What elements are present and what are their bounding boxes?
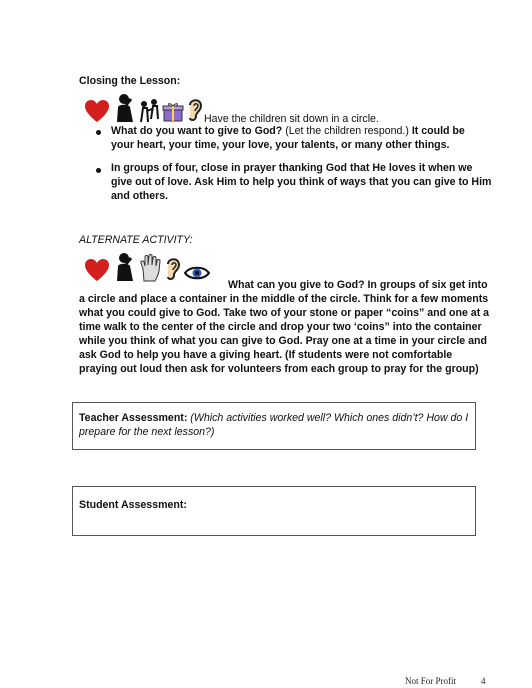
bullet-1-paren: (Let the children respond.): [285, 125, 409, 137]
student-assessment-box: [72, 486, 476, 536]
teacher-assessment-line-1: [79, 411, 468, 425]
praying-child-icon: [112, 252, 136, 282]
bullet-dot: [96, 130, 101, 135]
footer-text: Not For Profit: [405, 676, 457, 686]
student-assessment-label: Student Assessment:: [79, 499, 187, 511]
bullet-dot: [96, 168, 101, 173]
alternate-icon-row: [84, 252, 210, 282]
ear-icon: [164, 256, 182, 282]
closing-bullet-1-line-2: your heart, your time, your love, your talents, or many other things.: [111, 139, 450, 151]
closing-intro: Have the children sit down in a circle.: [204, 113, 379, 125]
praying-child-icon: [112, 93, 136, 123]
heart-icon: [84, 99, 110, 123]
ear-icon: [186, 97, 204, 123]
alternate-heading: ALTERNATE ACTIVITY:: [79, 234, 193, 246]
hand-icon: [138, 254, 162, 282]
closing-bullet-1-line-1: [111, 124, 465, 138]
bullet-1-tail: It could be: [411, 125, 465, 137]
bullet-1-question: What do you want to give to God?: [111, 125, 283, 137]
eye-icon: [184, 264, 210, 282]
page-number: 4: [481, 676, 486, 686]
closing-bullet-2-line-2: give out of love. Ask Him to help you think of ways that you can give to Him: [111, 176, 492, 188]
closing-bullet-2-line-3: and others.: [111, 190, 169, 202]
closing-heading: Closing the Lesson:: [79, 75, 181, 87]
closing-bullet-2-line-1: In groups of four, close in prayer thanking God that He loves it when we: [111, 162, 473, 174]
closing-icon-row: [84, 93, 204, 123]
teacher-assessment-box: [72, 402, 476, 450]
teacher-assessment-prompt: (Which activities worked well? Which ones didn’t? How do I: [190, 412, 469, 424]
alternate-line-5: while you think of what you can give to God. Pray one at a time in your circle and: [79, 335, 487, 347]
alternate-line-1: What can you give to God? In groups of six get into: [228, 279, 488, 291]
alternate-line-6: ask God to help you have a giving heart. (If students were not comfortable: [79, 349, 453, 361]
teacher-assessment-line-2: prepare for the next lesson?): [79, 426, 215, 438]
children-playing-icon: [138, 97, 160, 123]
alternate-line-3: what you could give to God. Take two of your stone or paper “coins” and one at a: [79, 307, 490, 319]
heart-icon: [84, 258, 110, 282]
alternate-line-7: praying out loud then ask for volunteers from each group to pray for the group): [79, 363, 479, 375]
gift-box-icon: [162, 101, 184, 123]
teacher-assessment-label: Teacher Assessment:: [79, 412, 188, 424]
alternate-line-4: time walk to the center of the circle and drop your two ‘coins” into the container: [79, 321, 482, 333]
alternate-line-2: a circle and place a container in the middle of the circle. Think for a few moments: [79, 293, 489, 305]
